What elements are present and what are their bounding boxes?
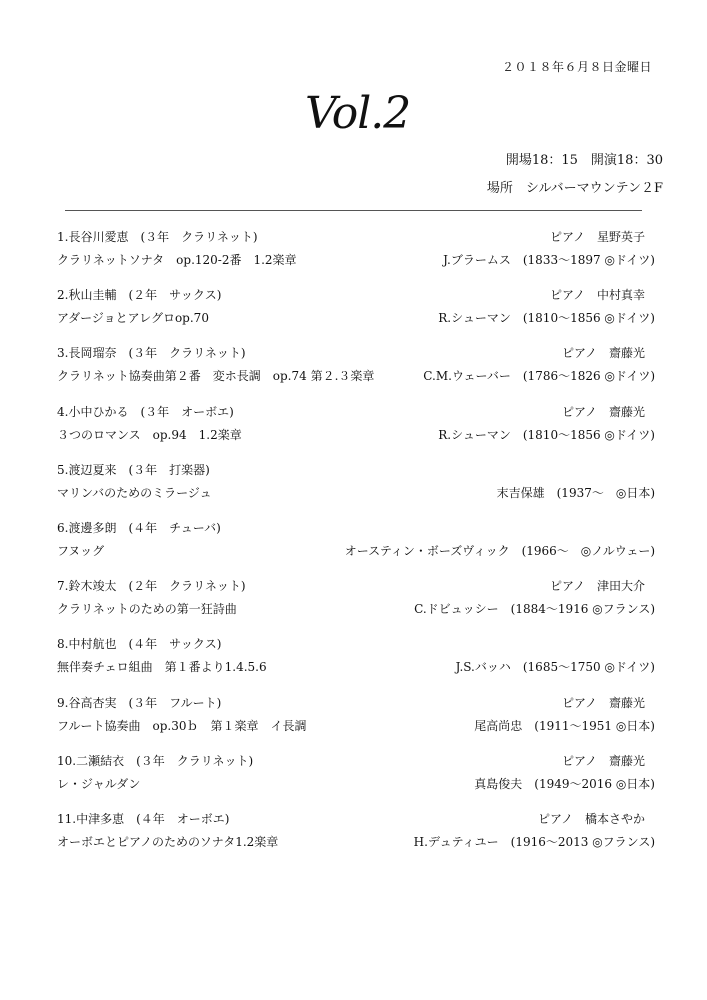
program-entry bbox=[57, 403, 655, 461]
performer: 1.長谷川愛恵 (３年 クラリネット) bbox=[57, 230, 258, 244]
program-entry bbox=[57, 228, 655, 286]
performer: 4.小中ひかる (３年 オーボエ) bbox=[57, 404, 234, 419]
program-list bbox=[57, 228, 655, 868]
composer: H.デュティユー (1916〜2013 ◎フランス) bbox=[413, 834, 655, 849]
composer: 末吉保雄 (1937〜 ◎日本) bbox=[496, 485, 655, 500]
program-entry bbox=[57, 810, 655, 868]
piece-title: 無伴奏チェロ組曲 第１番より1.4.5.6 bbox=[57, 660, 267, 675]
program-entry bbox=[57, 577, 655, 635]
performer: 8.中村航也 (４年 サックス) bbox=[57, 637, 222, 652]
opening-time: 開場18：15 開演18：30 bbox=[505, 153, 663, 168]
program-entry bbox=[57, 461, 655, 519]
composer: 尾高尚忠 (1911〜1951 ◎日本) bbox=[474, 718, 655, 733]
composer: 真島俊夫 (1949〜2016 ◎日本) bbox=[474, 776, 655, 791]
performer: 2.秋山圭輔 (２年 サックス) bbox=[57, 288, 222, 303]
composer: C.M.ウェーバー (1786〜1826 ◎ドイツ) bbox=[423, 369, 655, 384]
piece-title: オーボエとピアノのためのソナタ1.2楽章 bbox=[57, 834, 279, 849]
composer: J.ブラームス (1833〜1897 ◎ドイツ) bbox=[443, 253, 655, 267]
accompanist: ピアノ 齋藤光 bbox=[561, 346, 645, 361]
program-entry bbox=[57, 519, 655, 577]
piece-title: ３つのロマンス op.94 1.2楽章 bbox=[57, 427, 242, 442]
program-entry bbox=[57, 752, 655, 810]
accompanist: ピアノ 中村真幸 bbox=[549, 288, 645, 303]
piece-title: アダージョとアレグロop.70 bbox=[57, 311, 209, 326]
accompanist: ピアノ 齋藤光 bbox=[561, 753, 645, 768]
composer: C.ドビュッシー (1884〜1916 ◎フランス) bbox=[414, 602, 655, 617]
performer: 6.渡邊多朗 (４年 チューバ) bbox=[57, 520, 221, 535]
accompanist: ピアノ 橋本さやか bbox=[537, 811, 645, 826]
program-entry bbox=[57, 344, 655, 402]
performer: 3.長岡瑠奈 (３年 クラリネット) bbox=[57, 346, 246, 361]
program-entry bbox=[57, 694, 655, 752]
program-entry bbox=[57, 635, 655, 693]
divider bbox=[65, 210, 642, 211]
piece-title: クラリネットのための第一狂詩曲 bbox=[57, 602, 237, 617]
piece-title: マリンバのためのミラージュ bbox=[57, 485, 212, 500]
composer: J.S.バッハ (1685〜1750 ◎ドイツ) bbox=[455, 660, 655, 675]
performer: 5.渡辺夏来 (３年 打楽器) bbox=[57, 462, 210, 477]
composer: オースティン・ボーズヴィック (1966〜 ◎ノルウェー) bbox=[344, 543, 655, 558]
program-entry bbox=[57, 286, 655, 344]
piece-title: クラリネット協奏曲第２番 変ホ長調 op.74 第２.３楽章 bbox=[57, 369, 375, 384]
volume-title: Vol.2 bbox=[305, 88, 411, 139]
performer: 10.二瀬結衣 (３年 クラリネット) bbox=[57, 753, 254, 768]
piece-title: クラリネットソナタ op.120-2番 1.2楽章 bbox=[57, 253, 297, 267]
accompanist: ピアノ 津田大介 bbox=[549, 579, 645, 594]
performer: 9.谷高杏実 (３年 フルート) bbox=[57, 695, 222, 710]
accompanist: ピアノ 星野英子 bbox=[549, 230, 645, 244]
piece-title: レ・ジャルダン bbox=[57, 776, 141, 791]
accompanist: ピアノ 齋藤光 bbox=[561, 404, 645, 419]
venue: 場所 シルバーマウンテン２F bbox=[486, 181, 663, 196]
piece-title: フヌッグ bbox=[57, 543, 105, 558]
performer: 11.中津多恵 (４年 オーボエ) bbox=[57, 811, 230, 826]
concert-date: ２０１８年６月８日金曜日 bbox=[501, 60, 652, 74]
performer: 7.鈴木竣太 (２年 クラリネット) bbox=[57, 579, 246, 594]
accompanist: ピアノ 齋藤光 bbox=[561, 695, 645, 710]
piece-title: フルート協奏曲 op.30ｂ 第１楽章 イ長調 bbox=[57, 718, 307, 733]
composer: R.シューマン (1810〜1856 ◎ドイツ) bbox=[438, 427, 655, 442]
composer: R.シューマン (1810〜1856 ◎ドイツ) bbox=[438, 311, 655, 326]
